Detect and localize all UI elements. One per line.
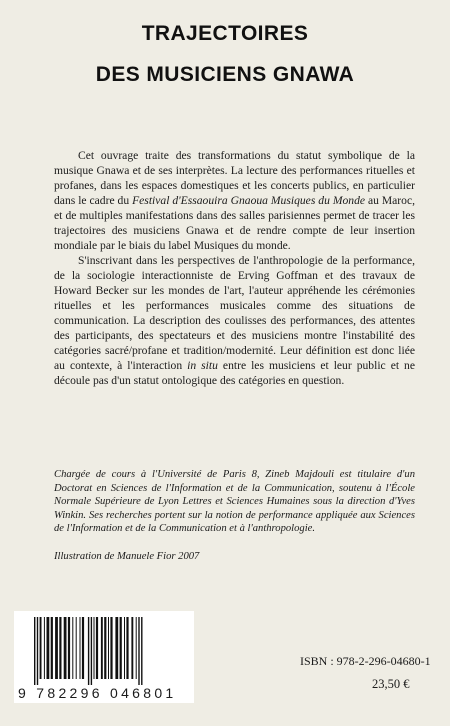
barcode-bar bbox=[59, 617, 61, 679]
barcode-bar bbox=[51, 617, 53, 679]
barcode-bar bbox=[40, 617, 42, 679]
summary-paragraph-1 bbox=[54, 148, 415, 253]
illustration-credit: Illustration de Manuele Fior 2007 bbox=[54, 551, 200, 562]
barcode-bar bbox=[141, 617, 142, 685]
barcode-bar bbox=[104, 617, 106, 679]
title-line-1: TRAJECTOIRES bbox=[141, 22, 309, 45]
barcode-bar bbox=[55, 617, 58, 679]
festival-name: Festival d'Essaouira Gnaoua Musiques du Monde bbox=[132, 194, 366, 207]
barcode-bar bbox=[96, 617, 98, 679]
barcode bbox=[14, 611, 194, 703]
barcode-bar bbox=[64, 617, 67, 679]
barcode-bar bbox=[91, 617, 92, 685]
barcode-bar bbox=[94, 617, 95, 679]
barcode-bar bbox=[108, 617, 109, 679]
isbn: ISBN : 978-2-296-04680-1 bbox=[300, 654, 431, 668]
price: 23,50 € bbox=[372, 677, 410, 691]
author-bio-text: Chargée de cours à l'Université de Paris 8, Zineb Majdouli est titulaire d'un Doctorat en Sciences de l'Information et de la Communication, soutenu à l'École Normale Supérieure de Lyon Lettres et Sciences Humaines sous la direction d'Yves Winkin. Ses recherches portent sur la notion de performance appliquée aux Sciences de l'Information et de la Communication et à l'anthropologie. bbox=[54, 469, 415, 535]
barcode-bar bbox=[76, 617, 77, 679]
barcode-bar bbox=[34, 617, 35, 685]
barcode-bar bbox=[82, 617, 84, 679]
barcode-bar bbox=[37, 617, 38, 685]
author-bio bbox=[54, 468, 415, 536]
barcode-bar bbox=[72, 617, 73, 679]
summary-text bbox=[54, 148, 415, 388]
summary-paragraph-2 bbox=[54, 253, 415, 388]
barcode-bar bbox=[126, 617, 128, 679]
barcode-bar bbox=[80, 617, 81, 679]
barcode-bar bbox=[44, 617, 45, 679]
barcode-bar bbox=[110, 617, 112, 679]
barcode-bar bbox=[136, 617, 137, 679]
summary-p2-part-3: entre les musiciens et leur public et ne découle pas d'un statut ontologique des catégories en question. bbox=[54, 359, 415, 387]
barcode-bar bbox=[47, 617, 50, 679]
barcode-digits: 9 782296 046801 bbox=[18, 685, 177, 701]
barcode-bar bbox=[131, 617, 133, 679]
barcode-bar bbox=[101, 617, 103, 679]
in-situ-term: in situ bbox=[187, 359, 218, 372]
title-line-2: DES MUSICIENS GNAWA bbox=[95, 63, 355, 86]
barcode-bar bbox=[124, 617, 125, 679]
summary-p1-part-1: Cet ouvrage traite des transformations du statut symbolique de la musique Gnawa et de ses interprètes. La lecture des performances rituelles et profanes, dans les espaces domestiques et les concerts publics, en particulier dans le cadre du bbox=[54, 149, 415, 207]
barcode-bars bbox=[34, 617, 184, 685]
barcode-bar bbox=[88, 617, 89, 685]
barcode-bar bbox=[138, 617, 139, 685]
barcode-bar bbox=[68, 617, 70, 679]
summary-p1-part-3: au Maroc, et de multiples manifestations dans des salles parisiennes permet de tracer les trajectoires des musiciens Gnawa et de rendre compte de leur insertion mondiale par le biais du label Musiques du monde. bbox=[54, 194, 415, 252]
barcode-bar bbox=[120, 617, 122, 679]
barcode-bar bbox=[115, 617, 118, 679]
summary-p2-part-1: S'inscrivant dans les perspectives de l'anthropologie de la performance, de la sociologie interactionniste de Erving Goffman et des travaux de Howard Becker sur les mondes de l'art, l'auteur appréhende les cérémonies rituelles et les performances musicales comme des situations de communication. La description des coulisses des performances, des attentes des participants, des spectateurs et des musiciens montre l'instabilité des catégories sacré/profane et tradition/modernité. Leur définition est donc liée au contexte, à l'interaction bbox=[54, 254, 415, 372]
